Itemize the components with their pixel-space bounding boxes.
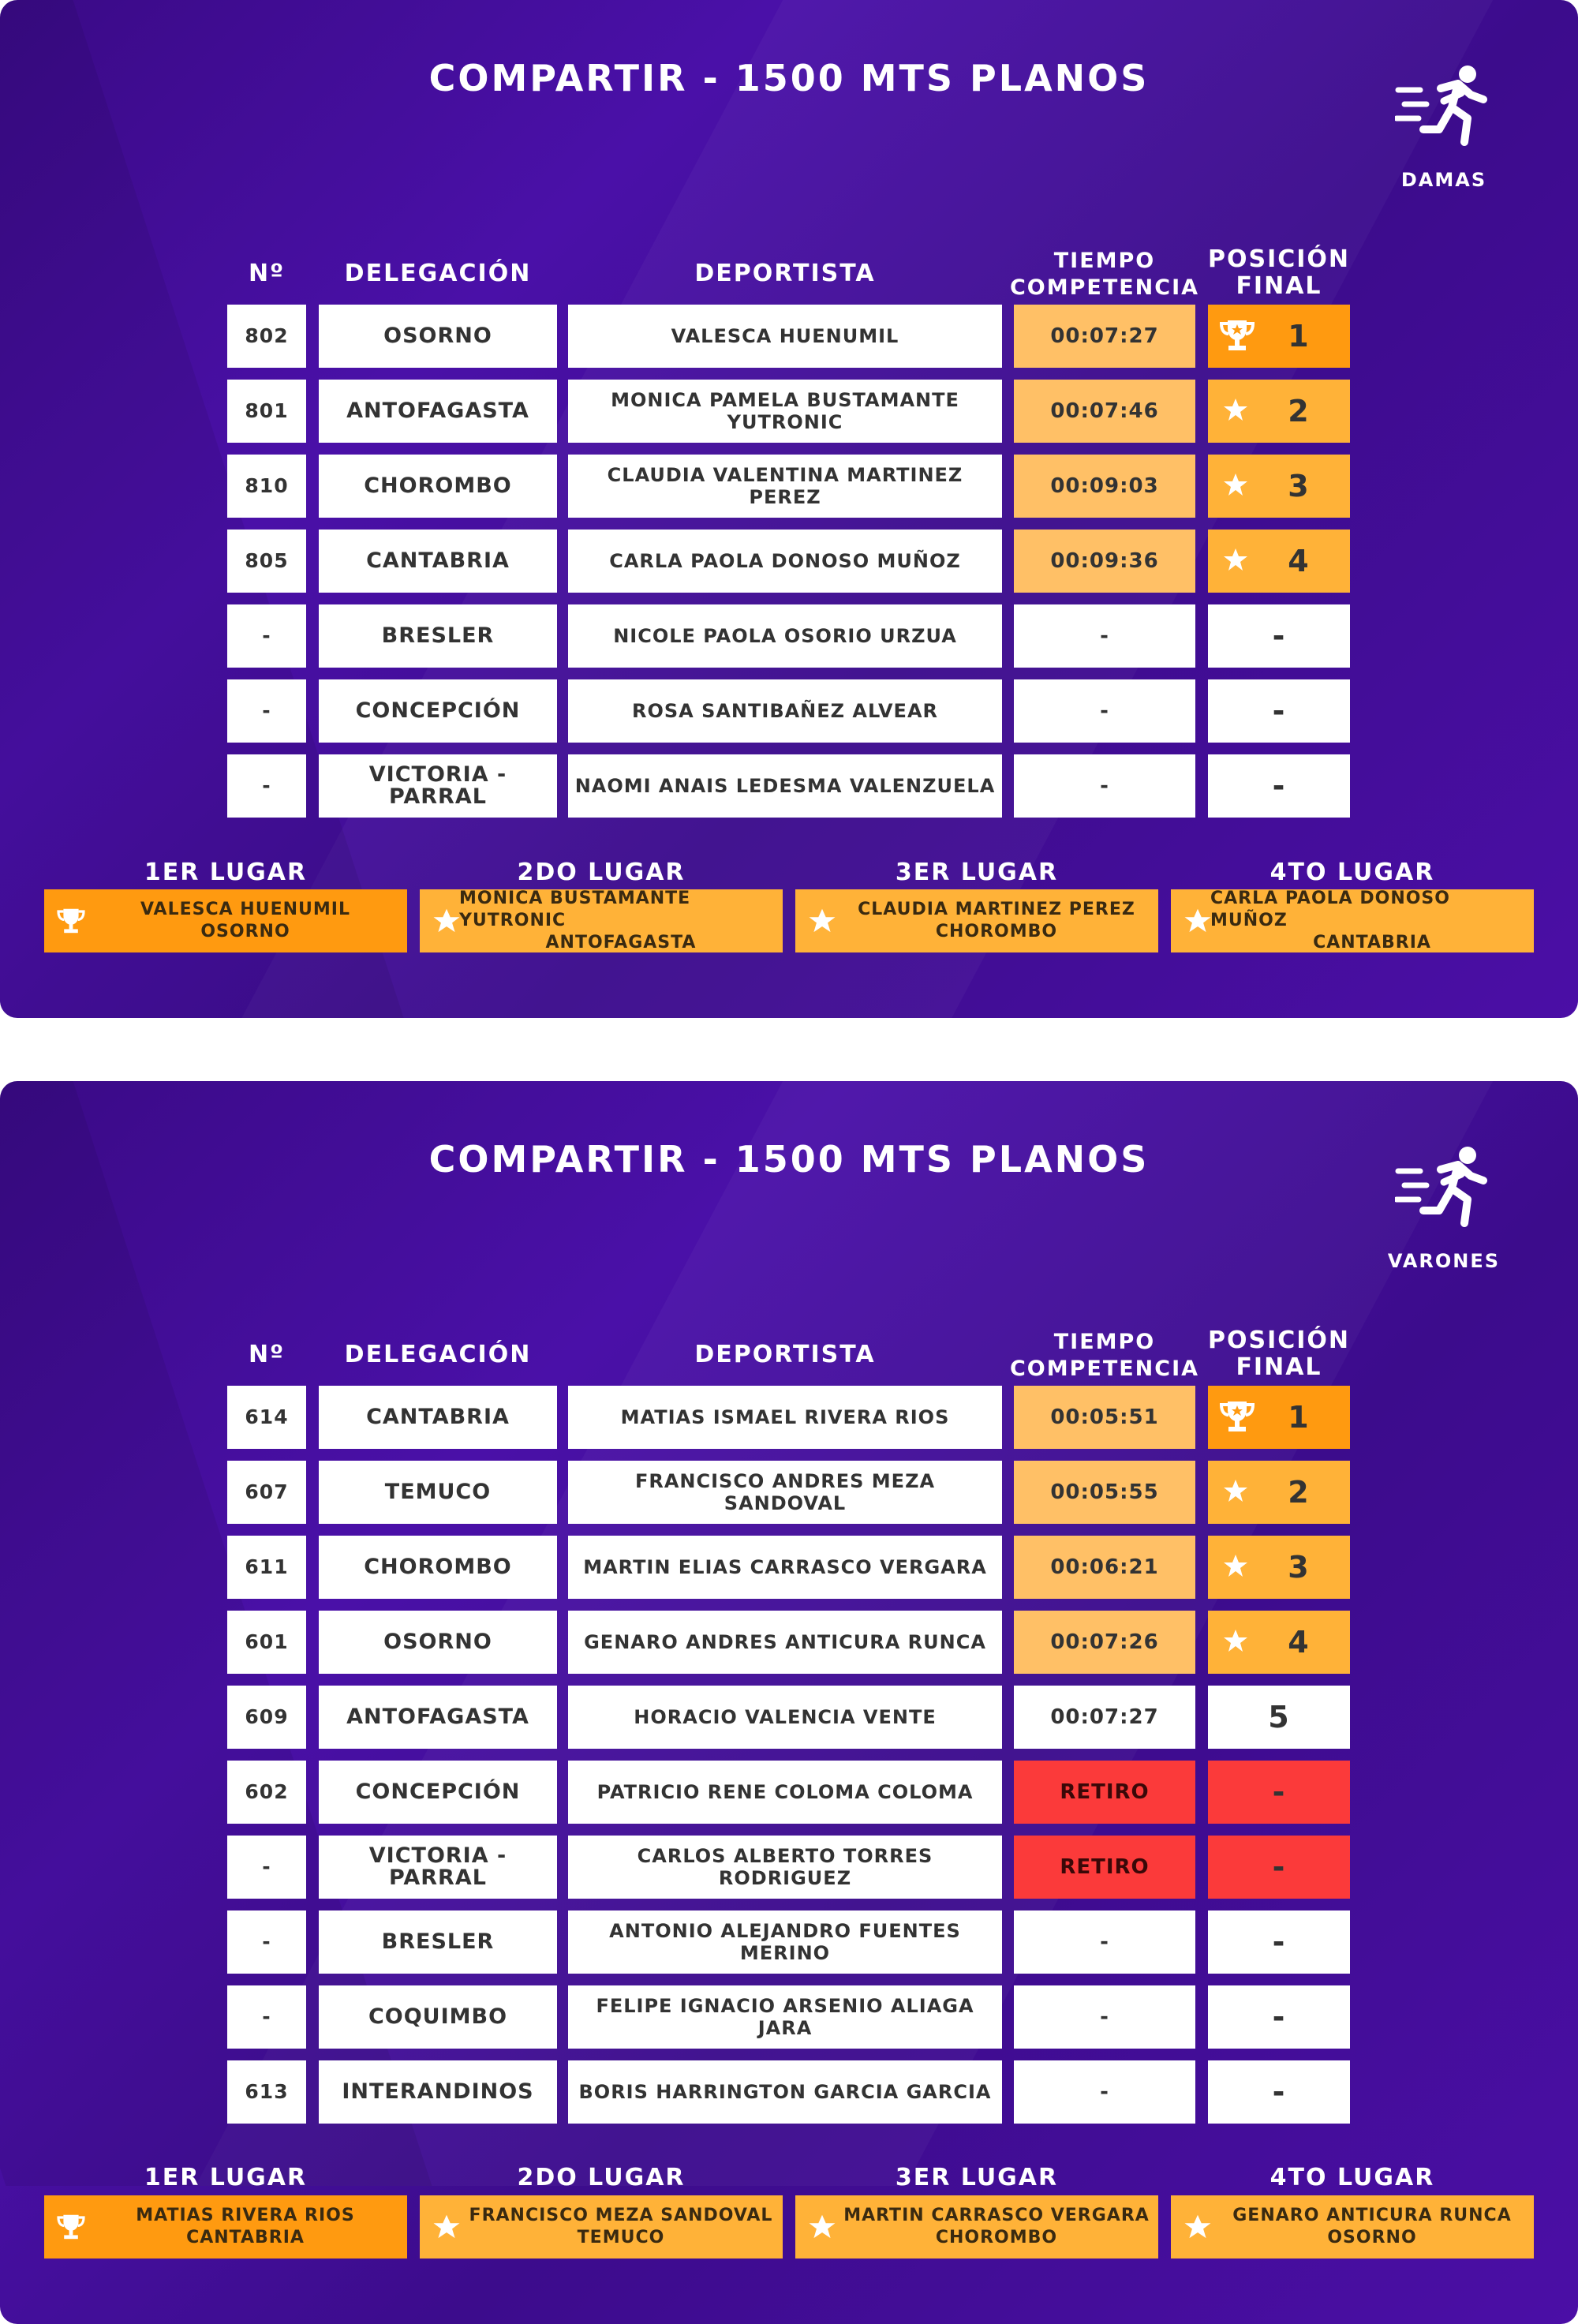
athlete-number: 613 — [227, 2060, 306, 2124]
position-number: 2 — [1288, 394, 1310, 428]
delegation-name: OSORNO — [319, 305, 557, 368]
athlete-name: CARLOS ALBERTO TORRES RODRIGUEZ — [568, 1836, 1002, 1899]
delegation-name: CANTABRIA — [319, 530, 557, 593]
final-position — [1208, 530, 1350, 593]
competition-time: 00:07:27 — [1014, 1686, 1195, 1749]
athlete-name: FELIPE IGNACIO ARSENIO ALIAGA JARA — [568, 1985, 1002, 2049]
header-tiempo-line2: COMPETENCIA — [1009, 275, 1200, 300]
athlete-name: VALESCA HUENUMIL — [568, 305, 1002, 368]
competition-time: RETIRO — [1014, 1836, 1195, 1899]
header-tiempo-line2: COMPETENCIA — [1009, 1357, 1200, 1381]
final-position: - — [1208, 2060, 1350, 2124]
star-icon — [1222, 397, 1249, 424]
place-card-2 — [420, 889, 783, 952]
header-posicion — [1192, 246, 1366, 300]
athlete-number: 801 — [227, 380, 306, 443]
competition-time: - — [1014, 679, 1195, 743]
header-posicion — [1192, 1327, 1366, 1381]
competition-time: 00:07:46 — [1014, 380, 1195, 443]
delegation-name: OSORNO — [319, 1611, 557, 1674]
panel-title: COMPARTIR - 1500 MTS PLANOS — [428, 57, 1150, 99]
final-position — [1208, 1536, 1350, 1599]
header-posicion-line2: FINAL — [1236, 1353, 1322, 1381]
final-position — [1208, 305, 1350, 368]
athlete-number: 802 — [227, 305, 306, 368]
competition-time: 00:07:26 — [1014, 1611, 1195, 1674]
athlete-number: - — [227, 1836, 306, 1899]
header-tiempo-line1: TIEMPO — [1053, 1330, 1156, 1354]
competition-time: 00:09:03 — [1014, 455, 1195, 518]
athlete-name: NAOMI ANAIS LEDESMA VALENZUELA — [568, 754, 1002, 818]
final-position — [1208, 1611, 1350, 1674]
place-athlete: CARLA PAOLA DONOSO MUÑOZ — [1210, 889, 1450, 930]
star-icon — [806, 905, 838, 937]
header-tiempo-line1: TIEMPO — [1053, 249, 1156, 273]
category-label: DAMAS — [1400, 169, 1487, 191]
place-card-4 — [1171, 2195, 1534, 2259]
star-icon — [1222, 1628, 1249, 1655]
final-position — [1208, 455, 1350, 518]
header-delegacion: DELEGACIÓN — [344, 260, 532, 287]
place-label-4: 4TO LUGAR — [1270, 2164, 1435, 2191]
delegation-name: CONCEPCIÓN — [319, 679, 557, 743]
delegation-name: ANTOFAGASTA — [319, 1686, 557, 1749]
competition-time: - — [1014, 1985, 1195, 2049]
delegation-name: VICTORIA - PARRAL — [319, 1836, 557, 1899]
star-icon — [1222, 547, 1249, 574]
place-athlete: MATIAS RIVERA RIOS — [136, 2206, 355, 2225]
final-position: 5 — [1208, 1686, 1350, 1749]
running-person-icon — [1395, 63, 1490, 150]
place-delegation: CANTABRIA — [1313, 933, 1431, 952]
place-label-2: 2DO LUGAR — [517, 859, 686, 886]
running-person-icon — [1395, 1144, 1490, 1231]
final-position — [1208, 1386, 1350, 1449]
final-position: - — [1208, 1761, 1350, 1824]
place-delegation: OSORNO — [200, 922, 290, 941]
star-icon — [1222, 1553, 1249, 1580]
delegation-name: TEMUCO — [319, 1461, 557, 1524]
place-card-3 — [795, 2195, 1158, 2259]
final-position — [1208, 380, 1350, 443]
header-tiempo — [998, 248, 1211, 301]
place-delegation: OSORNO — [1327, 2228, 1417, 2247]
athlete-number: - — [227, 1910, 306, 1974]
athlete-name: MATIAS ISMAEL RIVERA RIOS — [568, 1386, 1002, 1449]
competition-time: 00:05:51 — [1014, 1386, 1195, 1449]
header-posicion-line1: POSICIÓN — [1207, 245, 1351, 273]
position-number: 4 — [1288, 544, 1310, 578]
athlete-number: 602 — [227, 1761, 306, 1824]
athlete-number: 609 — [227, 1686, 306, 1749]
place-delegation: CHOROMBO — [935, 2228, 1058, 2247]
athlete-name: CARLA PAOLA DONOSO MUÑOZ — [568, 530, 1002, 593]
header-num: Nº — [248, 1341, 286, 1368]
delegation-name: VICTORIA - PARRAL — [319, 754, 557, 818]
place-label-1: 1ER LUGAR — [144, 859, 308, 886]
header-tiempo — [998, 1329, 1211, 1383]
delegation-name: CANTABRIA — [319, 1386, 557, 1449]
position-number: 3 — [1288, 469, 1310, 503]
star-icon — [431, 905, 462, 937]
place-card-1 — [44, 889, 407, 952]
athlete-number: - — [227, 604, 306, 668]
trophy-icon — [55, 905, 87, 937]
place-card-3 — [795, 889, 1158, 952]
final-position: - — [1208, 679, 1350, 743]
competition-time: 00:07:27 — [1014, 305, 1195, 368]
athlete-name: MARTIN ELIAS CARRASCO VERGARA — [568, 1536, 1002, 1599]
athlete-name: ANTONIO ALEJANDRO FUENTES MERINO — [568, 1910, 1002, 1974]
place-label-3: 3ER LUGAR — [895, 2164, 1059, 2191]
header-num: Nº — [248, 260, 286, 287]
trophy-icon — [1217, 1397, 1257, 1436]
place-label-2: 2DO LUGAR — [517, 2164, 686, 2191]
trophy-icon — [1217, 316, 1257, 355]
place-label-1: 1ER LUGAR — [144, 2164, 308, 2191]
athlete-number: 611 — [227, 1536, 306, 1599]
results-panel-damas — [0, 0, 1578, 1018]
athlete-name-line2: YUTRONIC — [727, 411, 843, 433]
place-card-2 — [420, 2195, 783, 2259]
header-posicion-line1: POSICIÓN — [1207, 1327, 1351, 1354]
place-delegation: ANTOFAGASTA — [545, 933, 697, 952]
place-card-1 — [44, 2195, 407, 2259]
place-athlete: VALESCA HUENUMIL — [140, 900, 350, 919]
athlete-number: - — [227, 1985, 306, 2049]
place-label-3: 3ER LUGAR — [895, 859, 1059, 886]
final-position: - — [1208, 1985, 1350, 2049]
athlete-name: PATRICIO RENE COLOMA COLOMA — [568, 1761, 1002, 1824]
star-icon — [806, 2211, 838, 2243]
delegation-name: BRESLER — [319, 1910, 557, 1974]
competition-time: 00:05:55 — [1014, 1461, 1195, 1524]
star-icon — [1182, 2211, 1213, 2243]
competition-time: 00:09:36 — [1014, 530, 1195, 593]
position-number: 1 — [1288, 319, 1310, 354]
place-athlete: MARTIN CARRASCO VERGARA — [843, 2206, 1150, 2225]
delegation-name: CHOROMBO — [319, 1536, 557, 1599]
athlete-number: 805 — [227, 530, 306, 593]
place-label-4: 4TO LUGAR — [1270, 859, 1435, 886]
competition-time: - — [1014, 1910, 1195, 1974]
place-athlete: GENARO ANTICURA RUNCA — [1232, 2206, 1512, 2225]
place-delegation: CANTABRIA — [186, 2228, 305, 2247]
delegation-name: COQUIMBO — [319, 1985, 557, 2049]
athlete-number: 607 — [227, 1461, 306, 1524]
delegation-name: ANTOFAGASTA — [319, 380, 557, 443]
trophy-icon — [55, 2211, 87, 2243]
panel-title: COMPARTIR - 1500 MTS PLANOS — [428, 1138, 1150, 1181]
star-icon — [431, 2211, 462, 2243]
place-athlete: CLAUDIA MARTINEZ PEREZ — [858, 900, 1135, 919]
header-posicion-line2: FINAL — [1236, 272, 1322, 300]
delegation-name: BRESLER — [319, 604, 557, 668]
place-card-4 — [1171, 889, 1534, 952]
athlete-name: FRANCISCO ANDRES MEZA SANDOVAL — [568, 1461, 1002, 1524]
place-athlete: MONICA BUSTAMANTE YUTRONIC — [459, 889, 691, 930]
competition-time: RETIRO — [1014, 1761, 1195, 1824]
athlete-name: CLAUDIA VALENTINA MARTINEZ PEREZ — [568, 455, 1002, 518]
final-position: - — [1208, 754, 1350, 818]
delegation-name: CHOROMBO — [319, 455, 557, 518]
header-deportista: DEPORTISTA — [694, 1341, 876, 1368]
position-number: 2 — [1288, 1475, 1310, 1510]
athlete-name: HORACIO VALENCIA VENTE — [568, 1686, 1002, 1749]
athlete-name: BORIS HARRINGTON GARCIA GARCIA — [568, 2060, 1002, 2124]
athlete-number: 810 — [227, 455, 306, 518]
athlete-number: 601 — [227, 1611, 306, 1674]
athlete-name-line1: MONICA PAMELA BUSTAMANTE — [611, 389, 959, 411]
delegation-name: CONCEPCIÓN — [319, 1761, 557, 1824]
results-panel-varones — [0, 1081, 1578, 2324]
competition-time: - — [1014, 754, 1195, 818]
star-icon — [1222, 1478, 1249, 1505]
athlete-name: NICOLE PAOLA OSORIO URZUA — [568, 604, 1002, 668]
final-position — [1208, 1461, 1350, 1524]
athlete-name: GENARO ANDRES ANTICURA RUNCA — [568, 1611, 1002, 1674]
position-number: 3 — [1288, 1550, 1310, 1585]
position-number: 4 — [1288, 1625, 1310, 1660]
header-deportista: DEPORTISTA — [694, 260, 876, 287]
athlete-name: ROSA SANTIBAÑEZ ALVEAR — [568, 679, 1002, 743]
competition-time: - — [1014, 2060, 1195, 2124]
competition-time: 00:06:21 — [1014, 1536, 1195, 1599]
athlete-number: - — [227, 754, 306, 818]
athlete-number: - — [227, 679, 306, 743]
category-label: VARONES — [1387, 1250, 1501, 1272]
place-athlete: FRANCISCO MEZA SANDOVAL — [469, 2206, 773, 2225]
final-position: - — [1208, 604, 1350, 668]
final-position: - — [1208, 1910, 1350, 1974]
athlete-name — [568, 380, 1002, 443]
star-icon — [1182, 905, 1213, 937]
star-icon — [1222, 472, 1249, 499]
delegation-name: INTERANDINOS — [319, 2060, 557, 2124]
place-delegation: TEMUCO — [577, 2228, 665, 2247]
position-number: 1 — [1288, 1400, 1310, 1435]
athlete-number: 614 — [227, 1386, 306, 1449]
final-position: - — [1208, 1836, 1350, 1899]
header-delegacion: DELEGACIÓN — [344, 1341, 532, 1368]
place-delegation: CHOROMBO — [935, 922, 1058, 941]
competition-time: - — [1014, 604, 1195, 668]
